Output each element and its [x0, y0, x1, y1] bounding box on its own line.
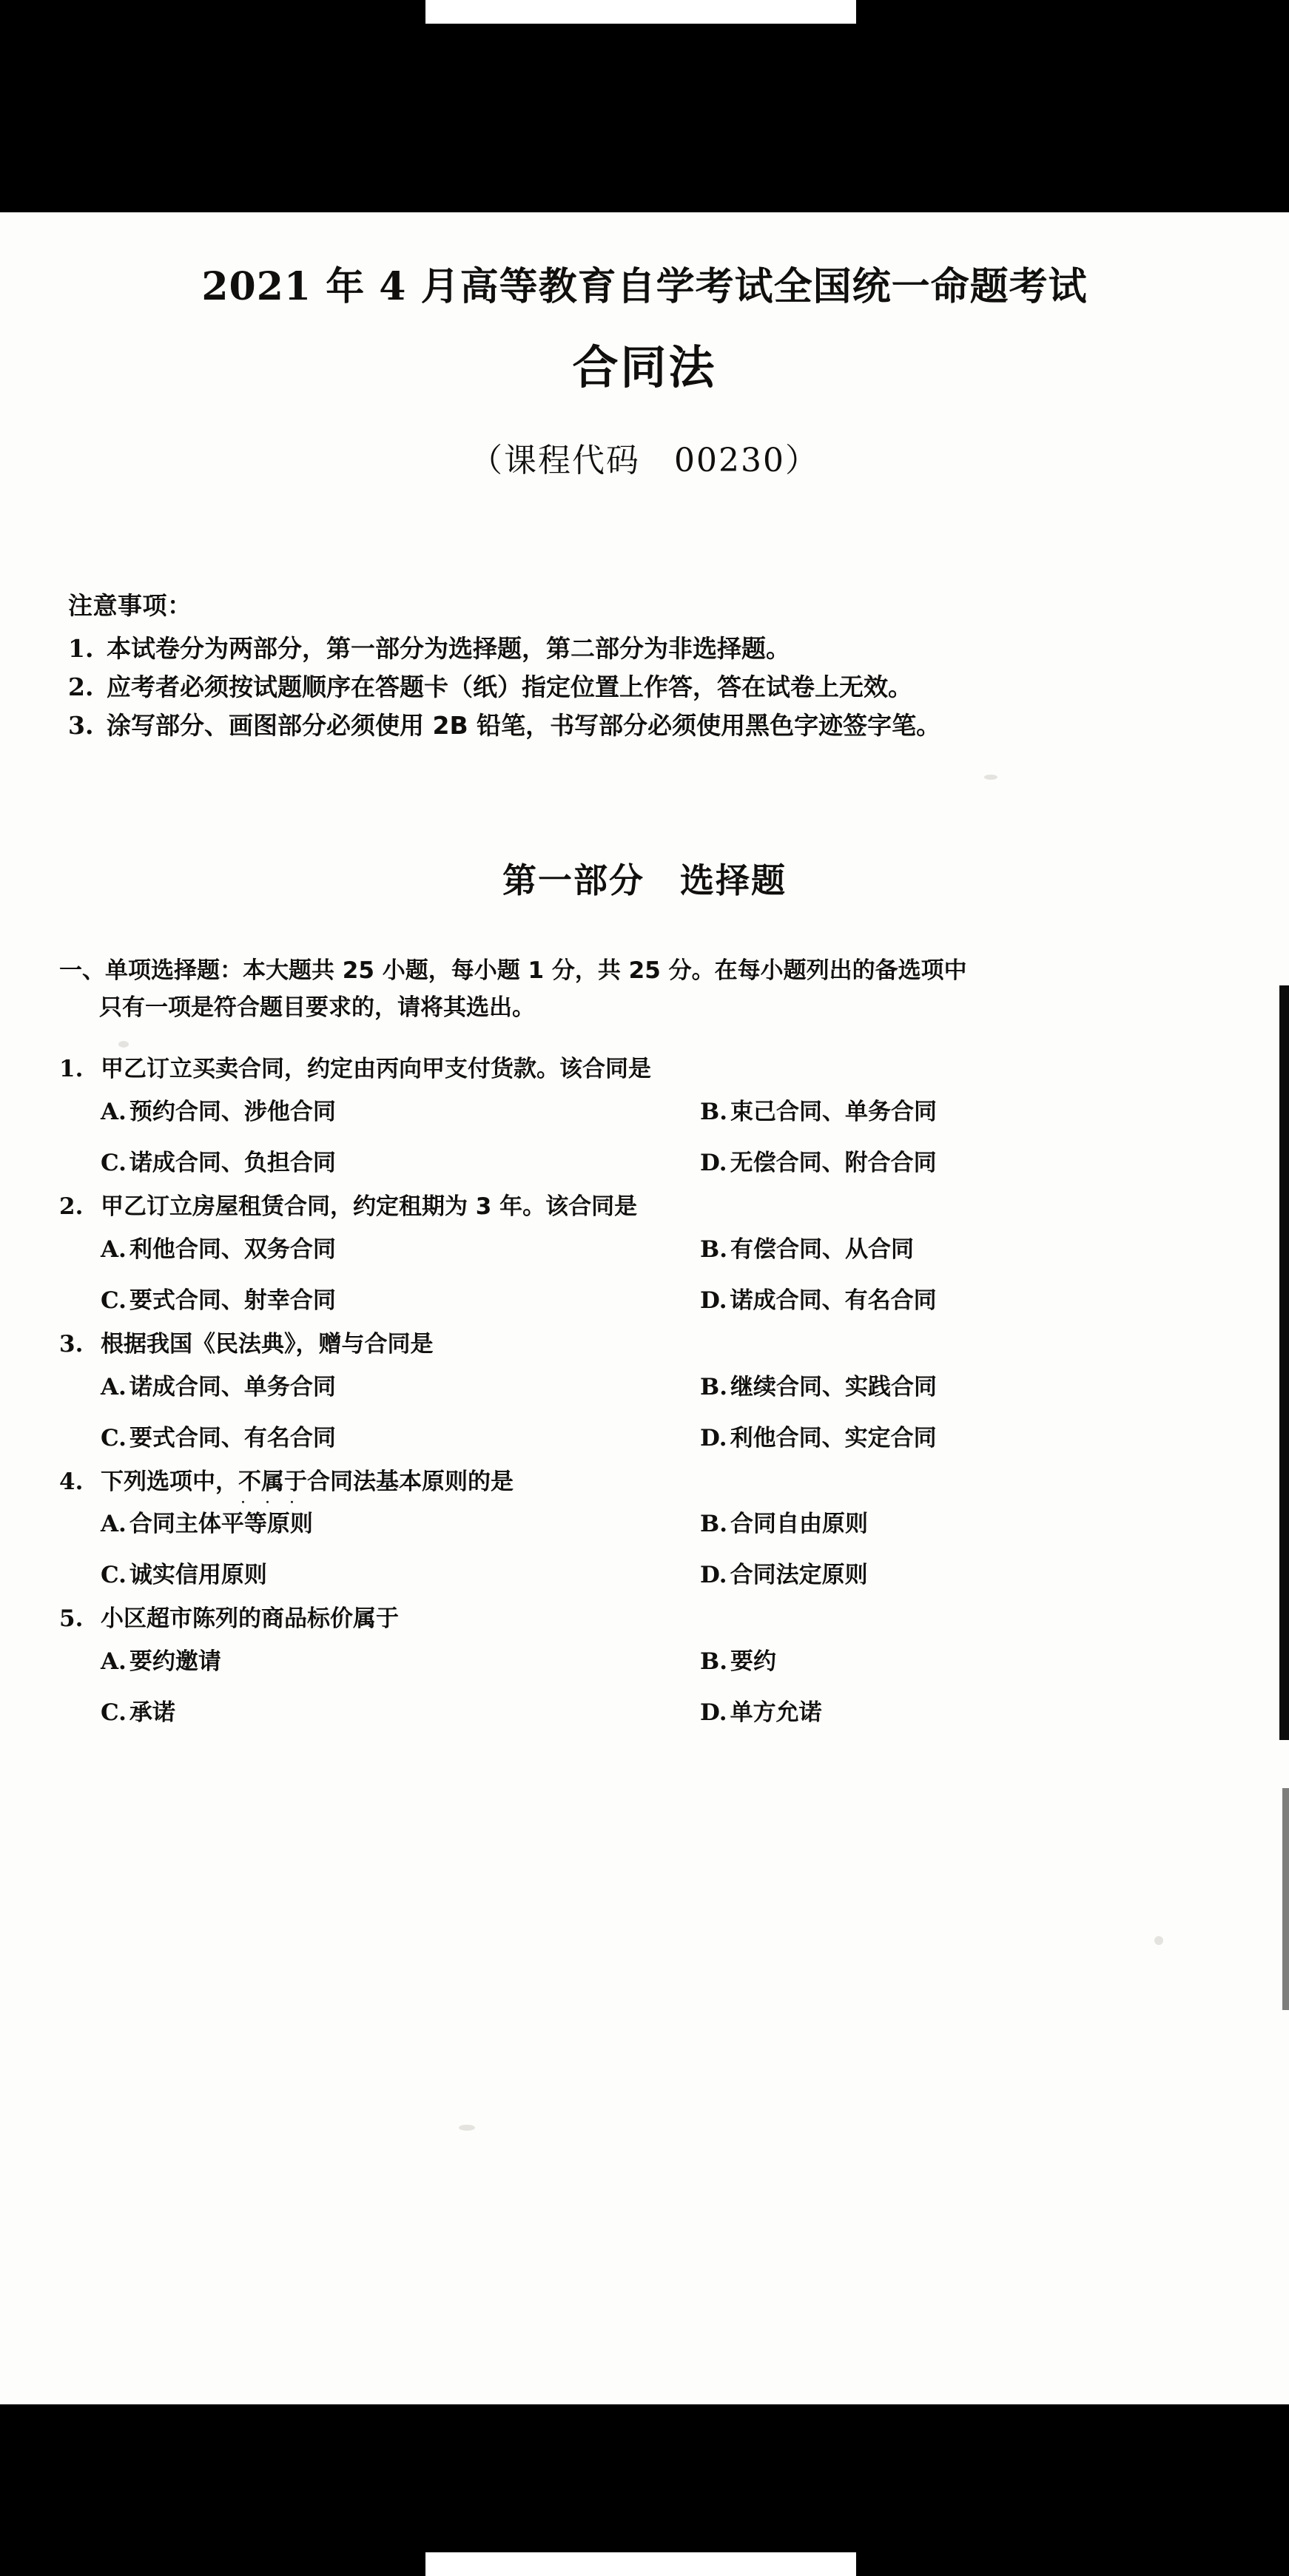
question-text-emphasized: 不属于 ・・・: [238, 1469, 307, 1495]
option-letter: A.: [101, 1235, 127, 1263]
scan-speck: [1154, 1936, 1163, 1945]
option-letter: D.: [700, 1424, 727, 1451]
option-letter: C.: [101, 1424, 127, 1451]
navigation-bar-notch-bottom: [425, 2552, 856, 2576]
option-d[interactable]: [700, 1144, 1258, 1177]
notice-item-text: 涂写部分、画图部分必须使用 2B 铅笔，书写部分必须使用黑色字迹签字笔。: [107, 711, 941, 741]
option-text: 合同法定原则: [730, 1562, 868, 1589]
options-grid: [59, 1505, 1258, 1589]
option-letter: D.: [700, 1287, 727, 1314]
notice-heading: 注意事项：: [68, 591, 192, 620]
status-bar-notch-top: [425, 0, 856, 24]
option-a[interactable]: [101, 1230, 700, 1264]
option-c[interactable]: [101, 1281, 700, 1315]
question-text: [101, 1192, 1258, 1223]
option-b[interactable]: [700, 1230, 1258, 1264]
option-text: 诚实信用原则: [129, 1562, 267, 1589]
option-b[interactable]: [700, 1642, 1258, 1676]
part-heading: 第一部分 选择题: [502, 860, 787, 900]
notice-item-number: 3.: [68, 711, 94, 741]
option-letter: A.: [101, 1648, 127, 1676]
question-text-pre: 甲乙订立房屋租赁合同，约定租期为 3 年。该合同是: [101, 1193, 638, 1220]
option-letter: D.: [700, 1149, 727, 1176]
question-text-pre: 甲乙订立买卖合同，约定由丙向甲支付货款。该合同是: [101, 1056, 651, 1082]
scan-speck: [118, 1041, 129, 1048]
option-text: 诺成合同、单务合同: [129, 1373, 336, 1400]
option-text: 合同主体平等原则: [129, 1511, 313, 1538]
notice-item: [68, 707, 1222, 744]
option-c[interactable]: [101, 1419, 700, 1452]
question-text: [101, 1054, 1258, 1085]
option-letter: D.: [700, 1562, 727, 1589]
option-text: 有偿合同、从合同: [730, 1235, 914, 1263]
question-text-pre: 小区超市陈列的商品标价属于: [101, 1605, 399, 1633]
notice-item-number: 2.: [68, 672, 94, 702]
course-code-line: （课程代码 00230）: [470, 442, 819, 479]
option-letter: B.: [700, 1373, 727, 1400]
options-grid: [59, 1368, 1258, 1452]
question-text-pre: 根据我国《民法典》，赠与合同是: [101, 1330, 434, 1358]
scan-speck: [984, 775, 997, 780]
question-stem: [59, 1329, 1258, 1361]
options-grid: [59, 1230, 1258, 1315]
subject-title: 合同法: [572, 340, 717, 395]
option-text: 合同自由原则: [730, 1511, 868, 1538]
notice-item-text: 本试卷分为两部分，第一部分为选择题，第二部分为非选择题。: [107, 634, 790, 663]
scan-edge-artifact-right-lower: [1282, 1788, 1289, 2010]
question-text-post: 合同法基本原则的是: [307, 1468, 514, 1495]
option-letter: D.: [700, 1699, 727, 1727]
option-text: 要式合同、有名合同: [129, 1424, 336, 1451]
option-text: 利他合同、实定合同: [730, 1424, 937, 1451]
option-letter: B.: [700, 1098, 727, 1125]
option-d[interactable]: [700, 1419, 1258, 1452]
option-b[interactable]: [700, 1505, 1258, 1538]
option-a[interactable]: [101, 1093, 700, 1126]
option-d[interactable]: [700, 1281, 1258, 1315]
section-instruction: [59, 952, 1243, 1026]
options-grid: [59, 1093, 1258, 1177]
option-letter: A.: [101, 1373, 127, 1400]
section-instruction-line-1: 一、单项选择题：本大题共 25 小题，每小题 1 分，共 25 分。在每小题列出的备选项中: [59, 957, 967, 984]
question-number: 4.: [59, 1468, 84, 1495]
options-grid: [59, 1642, 1258, 1727]
option-text: 承诺: [129, 1699, 175, 1727]
question-list: [59, 1054, 1258, 1733]
option-text: 要式合同、射幸合同: [129, 1287, 336, 1314]
option-b[interactable]: [700, 1368, 1258, 1401]
option-a[interactable]: [101, 1642, 700, 1676]
question-item: [59, 1604, 1258, 1727]
section-instruction-line-2: 只有一项是符合题目要求的，请将其选出。: [99, 994, 535, 1022]
question-number: 1.: [59, 1056, 84, 1082]
option-text: 诺成合同、有名合同: [730, 1287, 937, 1314]
question-number: 3.: [59, 1330, 84, 1358]
option-b[interactable]: [700, 1093, 1258, 1126]
option-c[interactable]: [101, 1693, 700, 1727]
option-c[interactable]: [101, 1144, 700, 1177]
option-letter: C.: [101, 1149, 127, 1176]
option-text: 无偿合同、附合合同: [730, 1149, 937, 1176]
question-text: [101, 1604, 1258, 1635]
option-a[interactable]: [101, 1368, 700, 1401]
option-c[interactable]: [101, 1556, 700, 1589]
question-text: [101, 1329, 1258, 1361]
notice-block: [68, 587, 1222, 746]
option-text: 预约合同、涉他合同: [129, 1098, 336, 1125]
option-a[interactable]: [101, 1505, 700, 1538]
scan-speck: [459, 2125, 475, 2131]
question-stem: [59, 1604, 1258, 1635]
option-text: 要约: [730, 1648, 776, 1676]
question-stem: [59, 1467, 1258, 1498]
exam-title: 2021 年 4 月高等教育自学考试全国统一命题考试: [201, 263, 1088, 309]
question-item: [59, 1192, 1258, 1315]
option-letter: C.: [101, 1562, 127, 1589]
scan-edge-artifact-right: [1279, 985, 1289, 1740]
option-text: 继续合同、实践合同: [730, 1373, 937, 1400]
option-text: 利他合同、双务合同: [129, 1235, 336, 1263]
notice-item: [68, 669, 1222, 706]
question-item: [59, 1054, 1258, 1177]
question-item: [59, 1467, 1258, 1590]
question-stem: [59, 1054, 1258, 1085]
question-text-pre: 下列选项中，: [101, 1468, 238, 1495]
question-number: 5.: [59, 1605, 84, 1633]
notice-item-text: 应考者必须按试题顺序在答题卡（纸）指定位置上作答，答在试卷上无效。: [107, 672, 912, 702]
notice-item-number: 1.: [68, 634, 94, 663]
question-stem: [59, 1192, 1258, 1223]
option-letter: C.: [101, 1699, 127, 1727]
notice-item: [68, 630, 1222, 667]
option-letter: A.: [101, 1098, 127, 1125]
question-number: 2.: [59, 1193, 84, 1220]
option-letter: B.: [700, 1648, 727, 1676]
option-letter: B.: [700, 1235, 727, 1263]
option-d[interactable]: [700, 1693, 1258, 1727]
option-letter: B.: [700, 1511, 727, 1538]
option-text: 要约邀请: [129, 1648, 221, 1676]
option-letter: A.: [101, 1511, 127, 1538]
option-d[interactable]: [700, 1556, 1258, 1589]
option-text: 诺成合同、负担合同: [129, 1149, 336, 1176]
question-item: [59, 1329, 1258, 1452]
question-text: [101, 1467, 1258, 1498]
option-letter: C.: [101, 1287, 127, 1314]
option-text: 单方允诺: [730, 1699, 822, 1727]
option-text: 束己合同、单务合同: [730, 1098, 937, 1125]
